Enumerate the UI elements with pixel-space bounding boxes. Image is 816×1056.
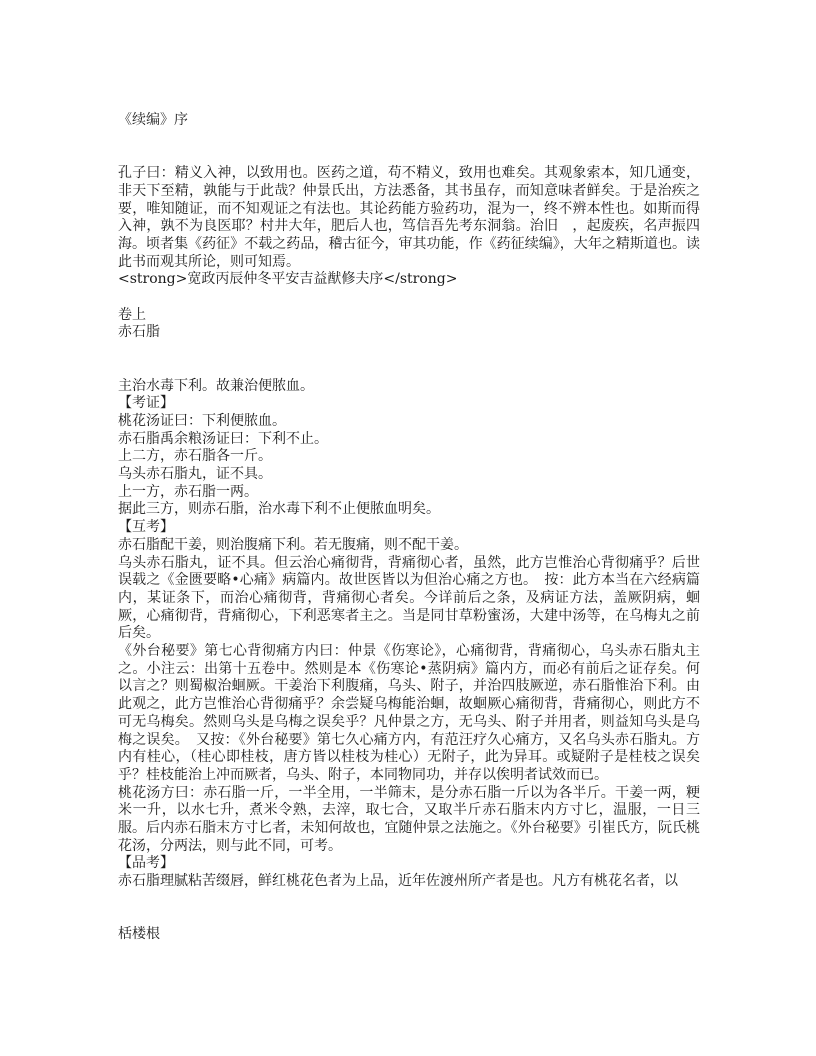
volume-heading: 卷上 bbox=[118, 306, 146, 323]
preface-signature: <strong>宽政丙辰仲冬平安吉益猷修夫序</strong> bbox=[118, 271, 458, 288]
preface-title: 《续编》序 bbox=[118, 112, 188, 128]
hukao-paragraph: 赤石脂配干姜，则治腹痛下利。若无腹痛，则不配干姜。 bbox=[118, 536, 468, 553]
blank-gap bbox=[118, 342, 700, 377]
preface-paragraph: 孔子曰：精义入神，以致用也。医药之道，苟不精义，致用也难矣。其观象索本，知几通变，非天下至精，孰能与于此哉？仲景氏出，方法悉备，其书虽存，而知意味者鲜矣。于是治疾之要，唯知随证，而不知观证之有法也。其论药能方验药功，混为一，终不辨本性也。如斯而得入神，孰不为良医耶？村井大年，肥后人也，笃信吾先考东洞翁。治旧 ，起废疾，名声振四海。顷者集《药征》不载之药品，稽古征今，审其功能，作《药征续编》，大年之精斯道也。读此书而观其所论，则可知焉。 bbox=[118, 165, 700, 270]
kaozheng-line: 桃花汤证曰：下利便脓血。 bbox=[118, 412, 286, 429]
kaozheng-line: 上二方，赤石脂各一斤。 bbox=[118, 448, 272, 465]
blank-gap bbox=[118, 289, 700, 307]
hukao-paragraph: 乌头赤石脂丸，证不具。但云治心痛彻背，背痛彻心者，虽然，此方岂惟治心背彻痛乎？后世误载之《金匮要略•心痛》病篇内。故世医皆以为但治心痛之方也。 按：此方本当在六经病篇内，某证条下，而治心痛彻背，背痛彻心者矣。今详前后之条，及病证方法，盖厥阴病，蛔厥，心痛彻背，背痛彻心，下利恶寒者主之。当是同甘草粉蜜汤，大建中汤等，在乌梅丸之前后矣。 bbox=[118, 554, 700, 642]
drug-heading-gualougen: 栝楼根 bbox=[118, 926, 160, 943]
pinkao-paragraph: 赤石脂理腻粘苦缀唇，鲜红桃花色者为上品，近年佐渡州所产者是也。凡方有桃花名者，以 bbox=[118, 873, 678, 890]
hukao-paragraph: 《外台秘要》第七心背彻痛方内曰：仲景《伤寒论》，心痛彻背，背痛彻心，乌头赤石脂丸主之。小注云：出第十五卷中。然则是本《伤寒论•蒸阴病》篇内方，而必有前后之证存矣。何以言之？则蜀椒治蛔厥。干姜治下利腹痛，乌头、附子，并治四肢厥逆，赤石脂惟治下利。由此观之，此方岂惟治心背彻痛乎？余尝疑乌梅能治蛔，故蛔厥心痛彻背，背痛彻心，则此方不可无乌梅矣。然则乌头是乌梅之误矣乎？凡仲景之方，无乌头、附子并用者，则益知乌头是乌梅之误矣。 又按：《外台秘要》第七久心痛方内，有范汪疗久心痛方，又名乌头赤石脂丸。方内有桂心，（桂心即桂枝，唐方皆以桂枝为桂心）无附子，此为异耳。或疑附子是桂枝之误矣乎？桂枝能治上冲而厥者，乌头、附子，本同物同功，并存以俟明者试效而已。 bbox=[118, 643, 700, 783]
kaozheng-line: 赤石脂禹余粮汤证曰：下利不止。 bbox=[118, 430, 328, 447]
kaozheng-line: 乌头赤石脂丸，证不具。 bbox=[118, 466, 272, 483]
blank-gap bbox=[118, 130, 700, 165]
kaozheng-line: 上一方，赤石脂一两。 bbox=[118, 483, 258, 500]
section-header-pinkao: 【品考】 bbox=[118, 855, 174, 872]
document-body bbox=[118, 112, 700, 944]
section-header-hukao: 【互考】 bbox=[118, 519, 174, 536]
section-header-kaozheng: 【考证】 bbox=[118, 395, 174, 412]
hukao-paragraph: 桃花汤方曰：赤石脂一斤，一半全用，一半筛末，是分赤石脂一斤以为各半斤。干姜一两，粳米一升，以水七升，煮米令熟，去滓，取七合，又取半斤赤石脂末内方寸匕，温服，一日三服。后内赤石脂末方寸匕者，未知何故也，宜随仲景之法施之。《外台秘要》引崔氏方，阮氏桃花汤，分两法，则与此不同，可考。 bbox=[118, 784, 700, 854]
drug-heading-chishizhi: 赤石脂 bbox=[118, 324, 160, 341]
main-indication: 主治水毒下利。故兼治便脓血。 bbox=[118, 377, 314, 394]
kaozheng-conclusion: 据此三方，则赤石脂，治水毒下利不止便脓血明矣。 bbox=[118, 501, 440, 518]
blank-gap bbox=[118, 891, 700, 926]
